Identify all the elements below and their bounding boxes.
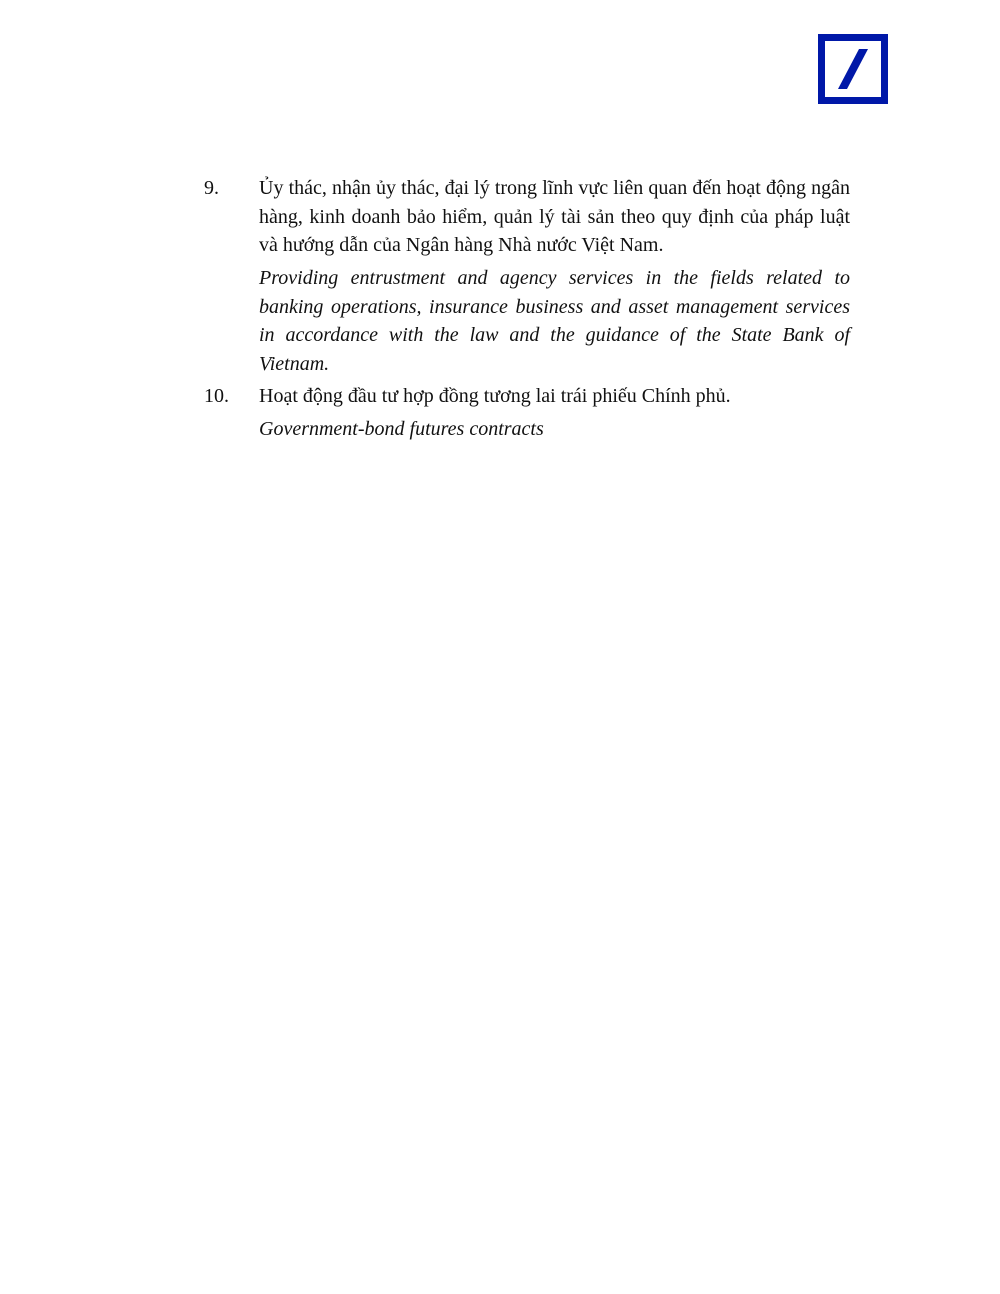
item-english-text: Government-bond futures contracts bbox=[259, 418, 544, 440]
deutsche-bank-logo-icon bbox=[818, 34, 888, 104]
item-number: 10. bbox=[204, 385, 229, 407]
item-vietnamese-text: Hoạt động đầu tư hợp đồng tương lai trái phiếu Chính phủ. bbox=[259, 385, 731, 407]
item-english-text: Providing entrustment and agency services in the fields related to banking operations, insurance business and asset management services in accordance with the law and the guidance of the State Bank of Vietnam. bbox=[259, 267, 850, 375]
item-vietnamese-text: Ủy thác, nhận ủy thác, đại lý trong lĩnh vực liên quan đến hoạt động ngân hàng, kinh doanh bảo hiểm, quản lý tài sản theo quy định của pháp luật và hướng dẫn của Ngân hàng Nhà nước Việt Nam. bbox=[259, 177, 850, 256]
item-number: 9. bbox=[204, 177, 219, 199]
